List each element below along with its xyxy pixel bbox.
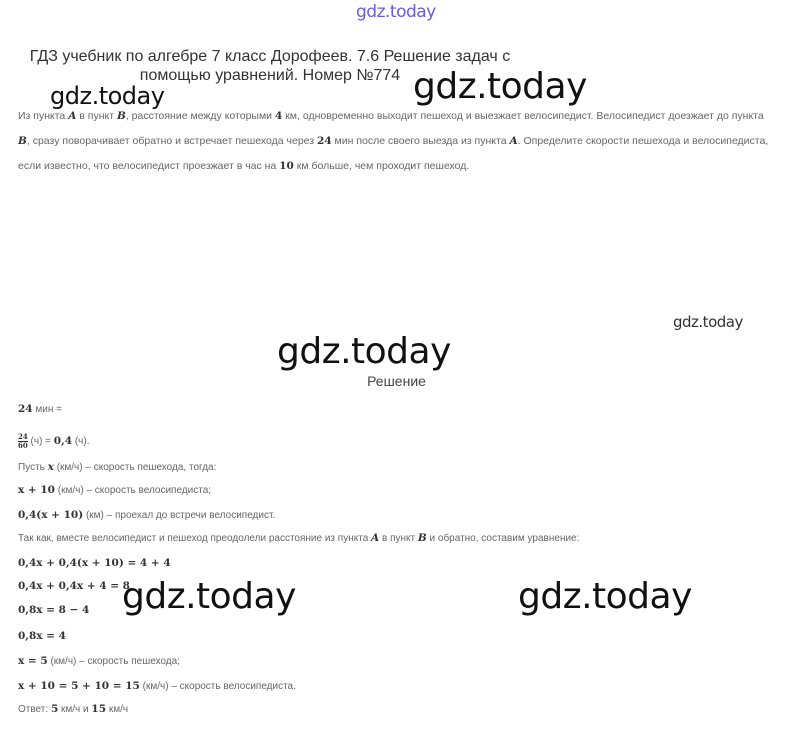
solution-line: x = 5 (км/ч) – скорость пешехода; bbox=[18, 655, 180, 667]
solution-line: x + 10 (км/ч) – скорость велосипедиста; bbox=[18, 484, 212, 496]
solution-line: 0,4(x + 10) (км) – проехал до встречи велосипедист. bbox=[18, 509, 276, 521]
watermark: gdz.today bbox=[122, 576, 296, 617]
problem-text: Из пункта A в пункт B, расстояние между которыми 4 км, одновременно выходит пешеход и выезжает велосипедист. Велосипедист доезжает до пункта B, сразу поворачивает обратно и встречает пешехода через 24 мин после своего выезда из пункта A. Определите скорости пешехода и велосипедиста, если известно, что велосипедист проезжает в час на 10 км больше, чем проходит пешеход. bbox=[18, 110, 769, 172]
watermark: gdz.today bbox=[413, 66, 587, 107]
page-title: ГДЗ учебник по алгебре 7 класс Дорофеев. 7.6 Решение задач с помощью уравнений. Номер №774 bbox=[29, 48, 511, 84]
watermark: gdz.today bbox=[673, 313, 743, 331]
solution-line: 0,4x + 0,4x + 4 = 8 bbox=[18, 580, 130, 592]
solution-line: x + 10 = 5 + 10 = 15 (км/ч) – скорость велосипедиста. bbox=[18, 680, 296, 692]
solution-line: 24 мин = bbox=[18, 403, 63, 415]
watermark: gdz.today bbox=[277, 331, 451, 372]
solution-line: 0,4x + 0,4(x + 10) = 4 + 4 bbox=[18, 557, 171, 569]
solution-line: 0,8x = 8 − 4 bbox=[18, 604, 90, 616]
watermark: gdz.today bbox=[50, 82, 165, 110]
solution-line: $\frac{24}{60}$ (ч) = 0,4 (ч). bbox=[18, 432, 90, 450]
solution-line: 0,8x = 4 bbox=[18, 630, 66, 642]
site-logo[interactable]: gdz.today bbox=[356, 2, 436, 22]
answer: Ответ: 5 км/ч и 15 км/ч bbox=[18, 703, 129, 715]
watermark: gdz.today bbox=[518, 576, 692, 617]
fraction: $\frac{24}{60}$ bbox=[18, 432, 28, 450]
solution-line: Пусть x (км/ч) – скорость пешехода, тогда: bbox=[18, 461, 217, 473]
solution-heading: Решение bbox=[367, 373, 426, 389]
solution-line: Так как, вместе велосипедист и пешеход преодолели расстояние из пункта A в пункт B и обратно, составим уравнение: bbox=[18, 532, 580, 544]
